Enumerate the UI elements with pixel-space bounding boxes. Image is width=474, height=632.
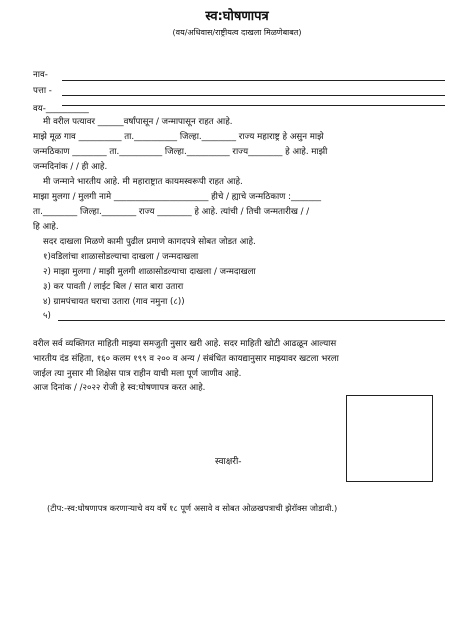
- body-line: ता.________ जिल्हा.________ राज्य ________ हे आहे. त्यांची / तिची जन्मतारीख / /: [33, 207, 310, 217]
- body-line: सदर दाखला मिळणे कामी पुढील प्रमाणे कागदपत्रे सोबत जोडत आहे.: [43, 237, 256, 247]
- body-line: मी वरील पत्यावर ______वर्षांपासून / जन्मापासून राहत आहे.: [43, 117, 233, 127]
- address-field-label: पत्ता -: [33, 86, 52, 96]
- footnote: (टीप:-स्व:घोषणापत्र करणाऱ्याचे वय वर्षे १८ पूर्ण असावे व सोबत ओळखपत्राची झेरॉक्स जोडावी.): [47, 503, 338, 513]
- age-field: वय-__________: [33, 104, 89, 114]
- name-field-label: नाव-: [33, 70, 48, 80]
- body-line: जन्मठिकाण ________ ता.__________ जिल्हा.__________ राज्य________ हे आहे. माझी: [33, 147, 328, 157]
- page-subtitle: (वय/अधिवास/राष्ट्रीयत्व दाखला मिळणेबाबत): [172, 28, 302, 37]
- document-item-5-line[interactable]: [58, 320, 445, 321]
- document-item: ५): [43, 311, 51, 321]
- declaration-line: जाईल त्या नुसार मी शिक्षेस पात्र राहीन याची मला पूर्ण जाणीव आहे.: [33, 369, 242, 379]
- address-field-line-2[interactable]: [62, 105, 445, 106]
- name-field-line[interactable]: [62, 80, 445, 81]
- body-line: माझा मुलगा / मुलगी नामे ______________________ हीचे / ह्याचे जन्मठिकाण :_______: [33, 192, 322, 202]
- date-line: आज दिनांक / /२०२२ रोजी हे स्व:घोषणापत्र करत आहे.: [33, 383, 206, 393]
- declaration-line: भारतीय दंड संहिता, १६० कलम १९९ व २०० व अन्य / संबंधित कायद्यानुसार माझ्यावर खटला भरला: [33, 354, 339, 364]
- page-title: स्व:घोषणापत्र: [205, 9, 269, 24]
- document-item: ३) कर पावती / लाईट बिल / सात बारा उतारा: [43, 282, 184, 292]
- body-line: जन्मदिनांक / / ही आहे.: [33, 162, 108, 172]
- document-item: १)वडिलांचा शाळासोडल्याचा दाखला / जन्मदाखला: [43, 252, 199, 262]
- document-item: २) माझा मुलगा / माझी मुलगी शाळासोडल्याचा दाखला / जन्मदाखला: [43, 267, 256, 277]
- document-item: ४) ग्रामपंचायत घराचा उतारा (गाव नमुना (८)): [43, 297, 185, 307]
- body-line: मी जन्माने भारतीय आहे. मी महाराष्ट्रात कायमस्वरूपी राहत आहे.: [43, 177, 243, 187]
- signature-label: स्वाक्षरी-: [215, 457, 242, 467]
- declaration-line: वरील सर्व व्यक्तिगत माहिती माझ्या समजुती नुसार खरी आहे. सदर माहिती खोटी आढळून आल्यास: [33, 339, 337, 349]
- address-field-line[interactable]: [62, 95, 445, 96]
- body-line: माझे मूळ गाव __________ ता.__________ जिल्हा.________ राज्य महाराष्ट्र हे असुन माझे: [33, 132, 324, 142]
- body-line: हि आहे.: [33, 222, 59, 232]
- photo-box: [346, 395, 433, 482]
